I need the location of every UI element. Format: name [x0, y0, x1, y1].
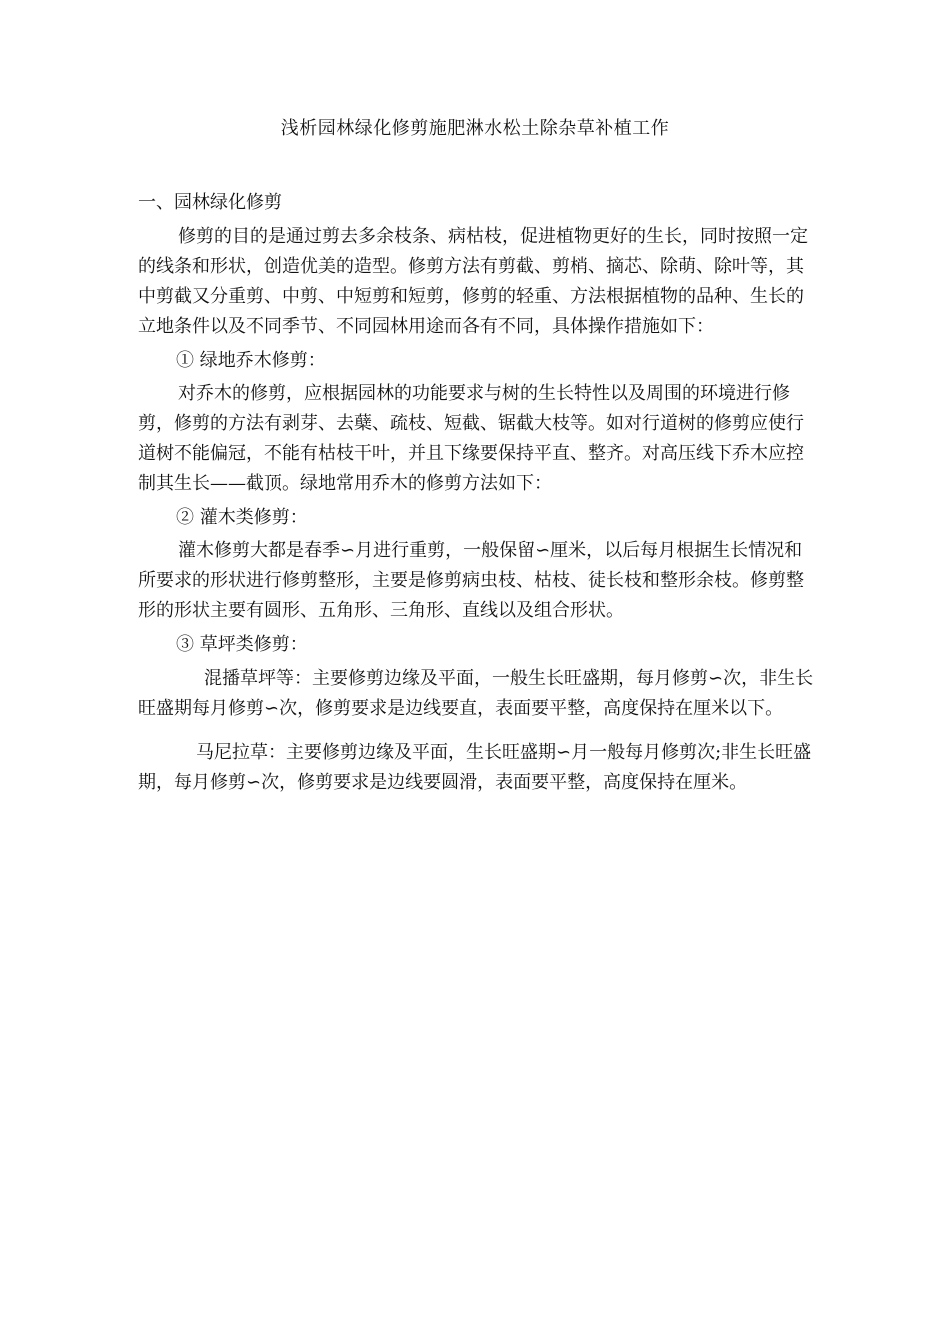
intro-paragraph: 修剪的目的是通过剪去多余枝条、病枯枝，促进植物更好的生长，同时按照一定的线条和形状，创造优美的造型。修剪方法有剪截、剪梢、摘芯、除萌、除叶等，其中剪截又分重剪、中剪、中短剪和短剪，修剪的轻重、方法根据植物的品种、生长的立地条件以及不同季节、不同园林用途而各有不同，具体操作措施如下：: [138, 226, 808, 337]
trees-paragraph: 对乔木的修剪，应根据园林的功能要求与树的生长特性以及周围的环境进行修剪，修剪的方法有剥芽、去蘖、疏枝、短截、锯截大枝等。如对行道树的修剪应使行道树不能偏冠，不能有枯枝干叶，并且下缘要保持平直、整齐。对高压线下乔木应控制其生长——截顶。绿地常用乔木的修剪方法如下：: [138, 383, 804, 494]
subsection-heading-lawn: ③ 草坪类修剪：: [176, 634, 308, 655]
lawn-mixed-paragraph: 混播草坪等：主要修剪边缘及平面，一般生长旺盛期，每月修剪∽次，非生长旺盛期每月修剪∽次，修剪要求是边线要直，表面要平整，高度保持在厘米以下。: [138, 668, 814, 719]
lawn-manila-paragraph: 马尼拉草：主要修剪边缘及平面，生长旺盛期∽月一般每月修剪次;非生长旺盛期，每月修剪∽次，修剪要求是边线要圆滑，表面要平整，高度保持在厘米。: [138, 742, 812, 793]
subsection-heading-shrubs: ② 灌木类修剪：: [176, 507, 308, 528]
document-title: 浅析园林绿化修剪施肥淋水松土除杂草补植工作: [280, 118, 670, 139]
document-body: [138, 188, 818, 798]
shrubs-paragraph: 灌木修剪大都是春季∽月进行重剪，一般保留∽厘米，以后每月根据生长情况和所要求的形状进行修剪整形，主要是修剪病虫枝、枯枝、徒长枝和整形余枝。修剪整形的形状主要有圆形、五角形、三角形、直线以及组合形状。: [138, 540, 804, 621]
subsection-heading-trees: ① 绿地乔木修剪：: [176, 350, 326, 371]
section-heading: 一、园林绿化修剪: [138, 192, 282, 213]
